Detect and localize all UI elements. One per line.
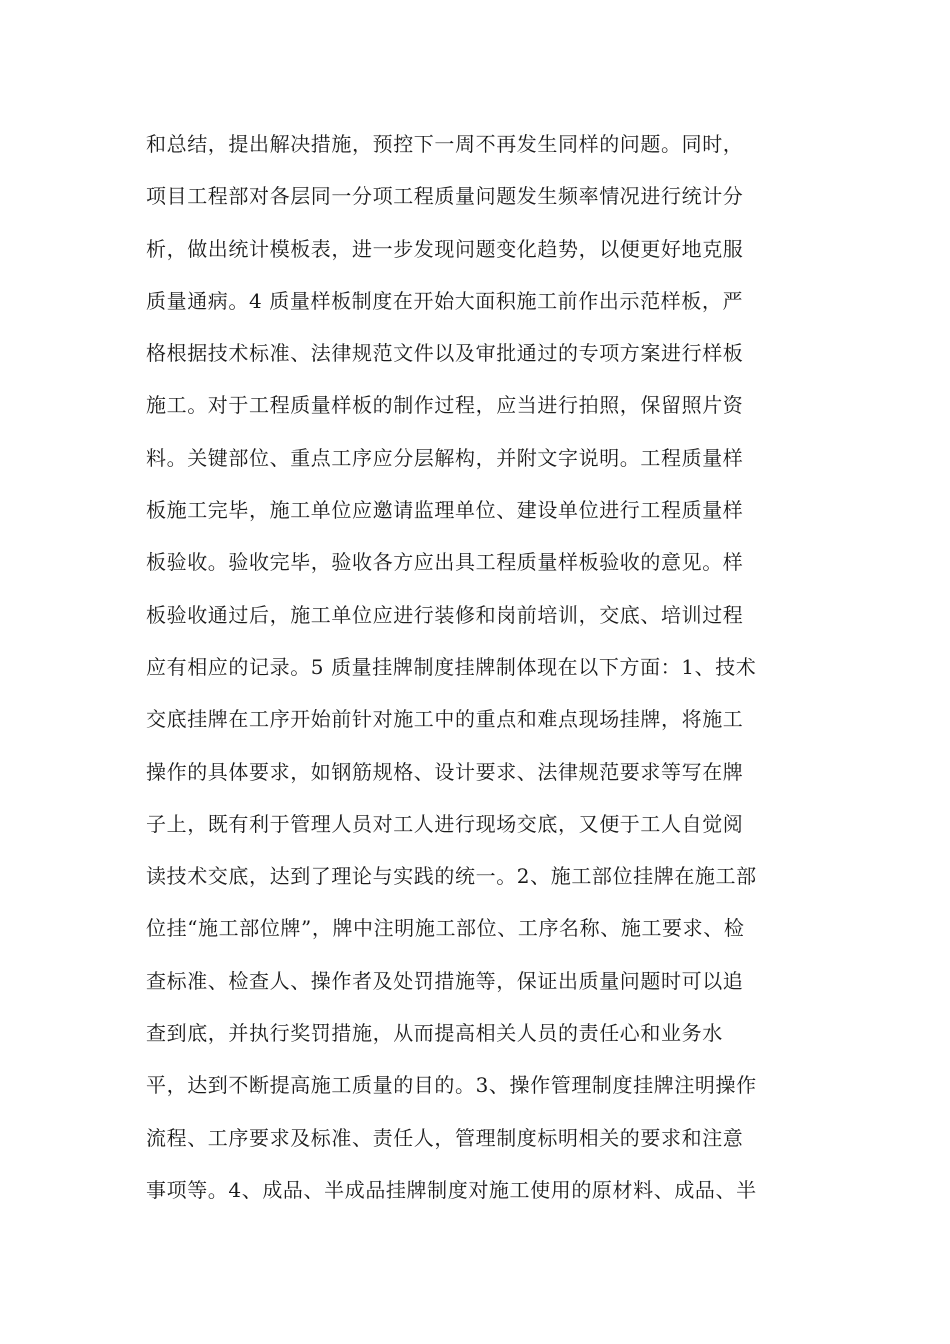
text-line: 板施工完毕，施工单位应邀请监理单位、建设单位进行工程质量样	[146, 498, 744, 523]
text-line: 平，达到不断提高施工质量的目的。3、操作管理制度挂牌注明操作	[146, 1073, 757, 1098]
text-line: 板验收。验收完毕，验收各方应出具工程质量样板验收的意见。样	[146, 550, 744, 575]
text-line: 读技术交底，达到了理论与实践的统一。2、施工部位挂牌在施工部	[146, 864, 757, 889]
text-line: 料。关键部位、重点工序应分层解构，并附文字说明。工程质量样	[146, 445, 744, 470]
text-line: 位挂“施工部位牌”，牌中注明施工部位、工序名称、施工要求、检	[146, 916, 745, 941]
text-line: 和总结，提出解决措施，预控下一周不再发生同样的问题。同时，	[146, 132, 744, 156]
text-line: 质量通病。4 质量样板制度在开始大面积施工前作出示范样板，严	[146, 288, 744, 313]
text-line: 查到底，并执行奖罚措施，从而提高相关人员的责任心和业务水	[146, 1021, 723, 1046]
body-text	[146, 118, 816, 1216]
text-line: 板验收通过后，施工单位应进行装修和岗前培训，交底、培训过程	[146, 602, 744, 627]
text-line: 析，做出统计模板表，进一步发现问题变化趋势，以便更好地克服	[146, 236, 744, 261]
text-line: 事项等。4、成品、半成品挂牌制度对施工使用的原材料、成品、半	[146, 1177, 757, 1202]
text-line: 交底挂牌在工序开始前针对施工中的重点和难点现场挂牌，将施工	[146, 707, 744, 732]
text-line: 项目工程部对各层同一分项工程质量问题发生频率情况进行统计分	[146, 184, 744, 209]
text-line: 施工。对于工程质量样板的制作过程，应当进行拍照，保留照片资	[146, 393, 744, 418]
text-line: 子上，既有利于管理人员对工人进行现场交底，又便于工人自觉阅	[146, 811, 744, 836]
text-line: 格根据技术标准、法律规范文件以及审批通过的专项方案进行样板	[146, 341, 744, 366]
text-line: 应有相应的记录。5 质量挂牌制度挂牌制体现在以下方面：1、技术	[146, 654, 757, 679]
text-line: 查标准、检查人、操作者及处罚措施等，保证出质量问题时可以追	[146, 968, 744, 993]
text-line: 流程、工序要求及标准、责任人，管理制度标明相关的要求和注意	[146, 1125, 744, 1150]
text-line: 操作的具体要求，如钢筋规格、设计要求、法律规范要求等写在牌	[146, 759, 744, 784]
